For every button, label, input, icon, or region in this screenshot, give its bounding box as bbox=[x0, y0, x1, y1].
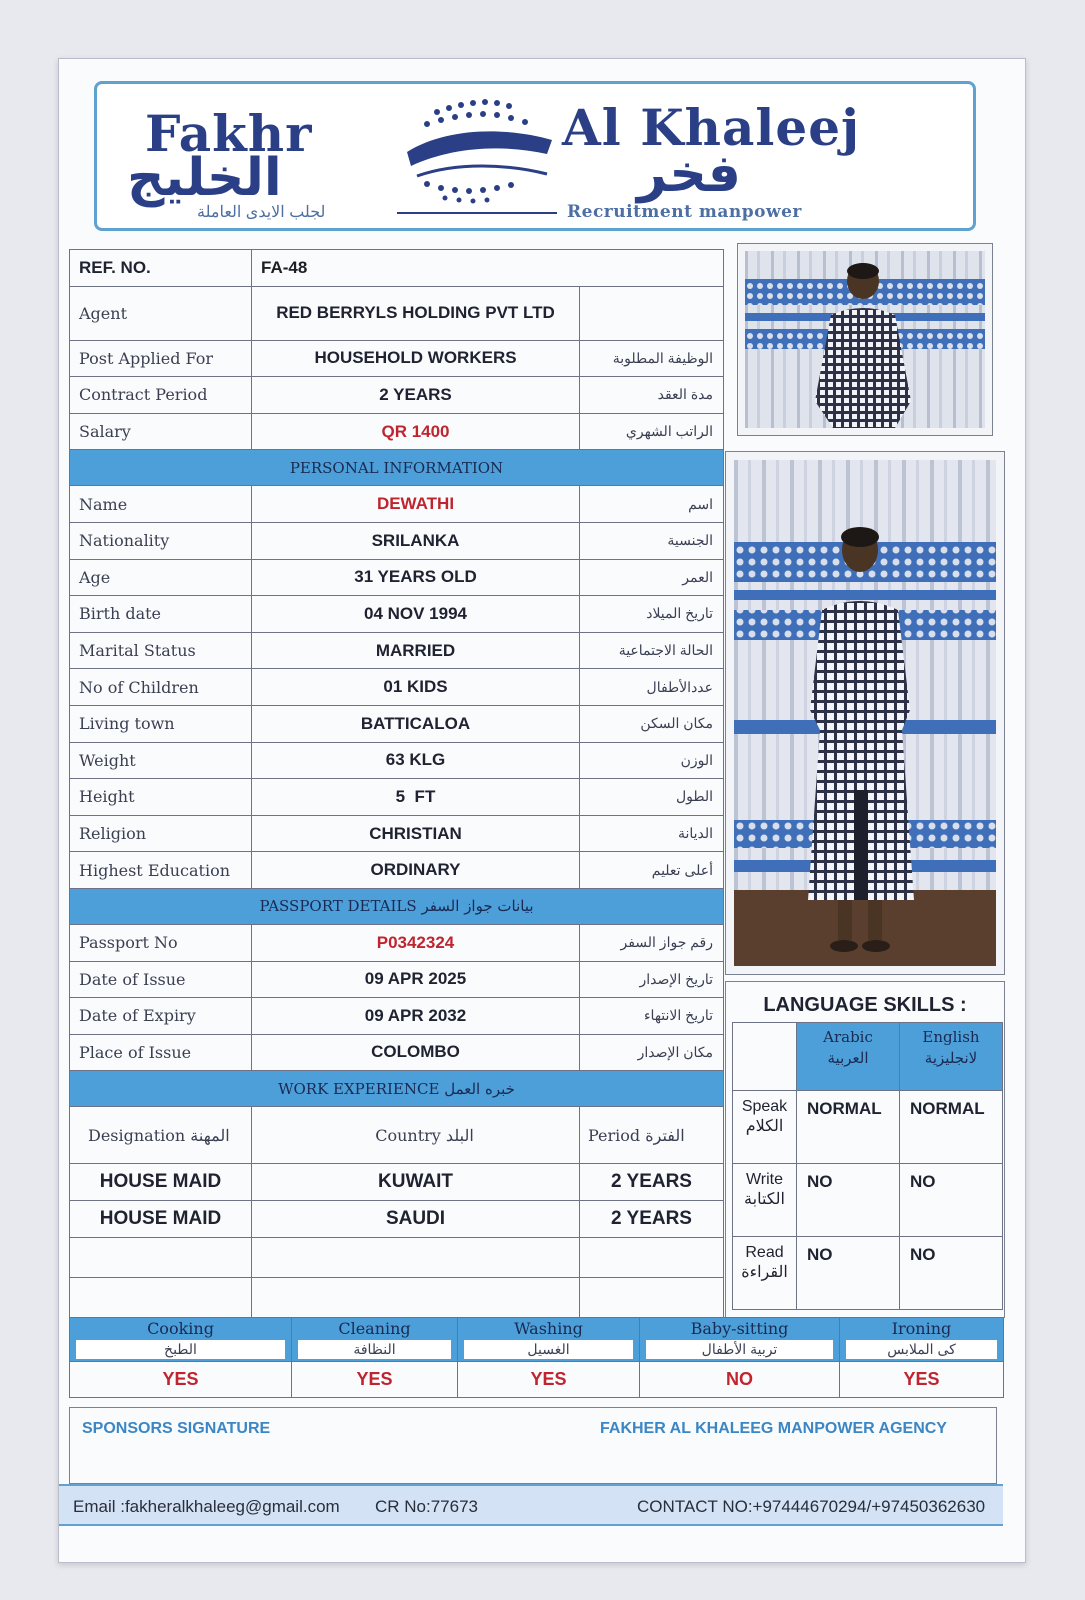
education-label: Highest Education bbox=[70, 852, 252, 889]
info-row bbox=[70, 632, 724, 669]
contract-value: 2 YEARS bbox=[252, 377, 580, 414]
weight-arabic: الوزن bbox=[580, 742, 724, 779]
brand-name-en-1: Fakhr bbox=[145, 104, 313, 163]
candidate-full-body-photo bbox=[725, 451, 1005, 975]
contract-arabic: مدة العقد bbox=[580, 377, 724, 414]
work-country: KUWAIT bbox=[252, 1164, 580, 1201]
tagline-english: Recruitment manpower bbox=[567, 202, 802, 222]
info-row bbox=[70, 413, 724, 450]
language-skills-panel bbox=[725, 981, 1005, 1318]
skill-babysitting-header: Baby-sitting تربية الأطفال bbox=[640, 1318, 840, 1362]
country-header: Country البلد bbox=[252, 1107, 580, 1164]
language-skills-table bbox=[732, 1022, 1003, 1310]
info-row bbox=[70, 1034, 724, 1071]
read-arabic-level: NO bbox=[797, 1237, 900, 1310]
section-header-passport bbox=[70, 888, 724, 924]
skills-value-row bbox=[70, 1362, 1004, 1398]
info-row bbox=[70, 924, 724, 961]
skill-washing-value: YES bbox=[458, 1362, 640, 1398]
age-value: 31 YEARS OLD bbox=[252, 559, 580, 596]
work-country: SAUDI bbox=[252, 1201, 580, 1238]
skill-cooking-header: Cooking الطبخ bbox=[70, 1318, 292, 1362]
children-arabic: عددالأطفال bbox=[580, 669, 724, 706]
brand-name-ar-1: الخليج bbox=[127, 148, 282, 208]
passport-no-label: Passport No bbox=[70, 924, 252, 961]
read-english-level: NO bbox=[900, 1237, 1003, 1310]
age-arabic: العمر bbox=[580, 559, 724, 596]
info-row bbox=[70, 779, 724, 816]
passport-no-value: P0342324 bbox=[252, 924, 580, 961]
language-header-row bbox=[733, 1023, 1003, 1091]
issue-date-label: Date of Issue bbox=[70, 961, 252, 998]
name-arabic: اسم bbox=[580, 486, 724, 523]
language-row-read bbox=[733, 1237, 1003, 1310]
info-row bbox=[70, 669, 724, 706]
arabic-column-en: Arabic bbox=[823, 1028, 873, 1046]
arabic-column-ar: العربية bbox=[827, 1049, 869, 1067]
religion-arabic: الديانة bbox=[580, 815, 724, 852]
ref-value: FA-48 bbox=[252, 250, 724, 287]
section-header-work bbox=[70, 1071, 724, 1107]
birthdate-arabic: تاريخ الميلاد bbox=[580, 596, 724, 633]
children-label: No of Children bbox=[70, 669, 252, 706]
signature-box bbox=[69, 1407, 997, 1484]
language-skills-title: LANGUAGE SKILLS : bbox=[763, 994, 967, 1016]
brand-name-ar-2: فخر bbox=[637, 144, 741, 204]
skill-ironing-value: YES bbox=[840, 1362, 1004, 1398]
info-row bbox=[70, 961, 724, 998]
language-row-speak bbox=[733, 1091, 1003, 1164]
info-row bbox=[70, 705, 724, 742]
personal-section-title: PERSONAL INFORMATION bbox=[70, 450, 724, 486]
height-label: Height bbox=[70, 779, 252, 816]
issue-date-value: 09 APR 2025 bbox=[252, 961, 580, 998]
company-logo-banner bbox=[94, 81, 976, 231]
english-column-ar: لانجليزية bbox=[924, 1049, 978, 1067]
tagline-arabic: لجلب الايدى العاملة bbox=[197, 204, 326, 221]
info-row bbox=[70, 852, 724, 889]
period-header: Period الفترة bbox=[580, 1107, 724, 1164]
candidate-portrait-photo bbox=[737, 243, 993, 436]
footer-email: Email :fakheralkhaleeg@gmail.com bbox=[73, 1497, 340, 1516]
expiry-date-arabic: تاريخ الانتهاء bbox=[580, 998, 724, 1035]
skill-babysitting-value: NO bbox=[640, 1362, 840, 1398]
info-row bbox=[70, 377, 724, 414]
nationality-arabic: الجنسية bbox=[580, 522, 724, 559]
work-designation: HOUSE MAID bbox=[70, 1201, 252, 1238]
skill-cleaning-header: Cleaning النظافة bbox=[292, 1318, 458, 1362]
speak-label: Speak الكلام bbox=[733, 1091, 797, 1164]
work-period: 2 YEARS bbox=[580, 1164, 724, 1201]
skill-washing-header: Washing الغسيل bbox=[458, 1318, 640, 1362]
skill-cooking-value: YES bbox=[70, 1362, 292, 1398]
speak-arabic-level: NORMAL bbox=[797, 1091, 900, 1164]
work-header-row bbox=[70, 1107, 724, 1164]
town-arabic: مكان السكن bbox=[580, 705, 724, 742]
education-arabic: أعلى تعليم bbox=[580, 852, 724, 889]
write-arabic-level: NO bbox=[797, 1164, 900, 1237]
full-body-image bbox=[734, 460, 996, 966]
agent-label: Agent bbox=[70, 286, 252, 340]
post-arabic: الوظيفة المطلوبة bbox=[580, 340, 724, 377]
info-row bbox=[70, 522, 724, 559]
info-row bbox=[70, 596, 724, 633]
ref-row bbox=[70, 250, 724, 287]
portrait-image bbox=[745, 251, 985, 428]
nationality-label: Nationality bbox=[70, 522, 252, 559]
speak-english-level: NORMAL bbox=[900, 1091, 1003, 1164]
write-label: Write الكتابة bbox=[733, 1164, 797, 1237]
info-row bbox=[70, 815, 724, 852]
weight-value: 63 KLG bbox=[252, 742, 580, 779]
wave-dots-logo-icon bbox=[397, 92, 557, 204]
write-english-level: NO bbox=[900, 1164, 1003, 1237]
work-row bbox=[70, 1201, 724, 1238]
passport-no-arabic: رقم جواز السفر bbox=[580, 924, 724, 961]
name-value: DEWATHI bbox=[252, 486, 580, 523]
info-row bbox=[70, 998, 724, 1035]
section-header-personal bbox=[70, 450, 724, 486]
nationality-value: SRILANKA bbox=[252, 522, 580, 559]
marital-label: Marital Status bbox=[70, 632, 252, 669]
passport-section-title: PASSPORT DETAILS بيانات جواز السفر bbox=[70, 888, 724, 924]
contract-label: Contract Period bbox=[70, 377, 252, 414]
agent-value: RED BERRYLS HOLDING PVT LTD bbox=[252, 286, 580, 340]
post-value: HOUSEHOLD WORKERS bbox=[252, 340, 580, 377]
english-column-en: English bbox=[922, 1028, 980, 1046]
work-row-empty bbox=[70, 1278, 724, 1318]
arabic-column-header bbox=[797, 1023, 900, 1091]
sponsor-signature-label: SPONSORS SIGNATURE bbox=[82, 1420, 271, 1437]
children-value: 01 KIDS bbox=[252, 669, 580, 706]
salary-label: Salary bbox=[70, 413, 252, 450]
candidate-info-table bbox=[69, 249, 724, 1318]
skills-header-row bbox=[70, 1318, 1004, 1362]
birthdate-label: Birth date bbox=[70, 596, 252, 633]
expiry-date-value: 09 APR 2032 bbox=[252, 998, 580, 1035]
info-row bbox=[70, 559, 724, 596]
logo-divider-line bbox=[397, 212, 557, 214]
language-row-write bbox=[733, 1164, 1003, 1237]
height-arabic: الطول bbox=[580, 779, 724, 816]
work-period: 2 YEARS bbox=[580, 1201, 724, 1238]
work-row bbox=[70, 1164, 724, 1201]
expiry-date-label: Date of Expiry bbox=[70, 998, 252, 1035]
skill-ironing-header: Ironing كى الملابس bbox=[840, 1318, 1004, 1362]
height-value: 5 FT bbox=[252, 779, 580, 816]
post-label: Post Applied For bbox=[70, 340, 252, 377]
info-row bbox=[70, 486, 724, 523]
footer-cr-number: CR No:77673 bbox=[375, 1497, 479, 1516]
weight-label: Weight bbox=[70, 742, 252, 779]
birthdate-value: 04 NOV 1994 bbox=[252, 596, 580, 633]
salary-value: QR 1400 bbox=[252, 413, 580, 450]
agent-arabic bbox=[580, 286, 724, 340]
ref-label: REF. NO. bbox=[70, 250, 252, 287]
cv-sheet bbox=[58, 58, 1026, 1563]
town-value: BATTICALOA bbox=[252, 705, 580, 742]
work-designation: HOUSE MAID bbox=[70, 1164, 252, 1201]
town-label: Living town bbox=[70, 705, 252, 742]
footer-contact-number: CONTACT NO:+97444670294/+97450362630 bbox=[637, 1497, 986, 1516]
issue-date-arabic: تاريخ الإصدار bbox=[580, 961, 724, 998]
work-row-empty bbox=[70, 1238, 724, 1278]
religion-value: CHRISTIAN bbox=[252, 815, 580, 852]
education-value: ORDINARY bbox=[252, 852, 580, 889]
name-label: Name bbox=[70, 486, 252, 523]
issue-place-value: COLOMBO bbox=[252, 1034, 580, 1071]
issue-place-label: Place of Issue bbox=[70, 1034, 252, 1071]
religion-label: Religion bbox=[70, 815, 252, 852]
work-section-title: WORK EXPERIENCE خبره العمل bbox=[70, 1071, 724, 1107]
info-row bbox=[70, 340, 724, 377]
skill-cleaning-value: YES bbox=[292, 1362, 458, 1398]
english-column-header bbox=[900, 1023, 1003, 1091]
agency-signature-label: FAKHER AL KHALEEG MANPOWER AGENCY bbox=[600, 1420, 947, 1437]
age-label: Age bbox=[70, 559, 252, 596]
issue-place-arabic: مكان الإصدار bbox=[580, 1034, 724, 1071]
marital-value: MARRIED bbox=[252, 632, 580, 669]
salary-arabic: الراتب الشهري bbox=[580, 413, 724, 450]
info-row bbox=[70, 286, 724, 340]
household-skills-table bbox=[69, 1317, 1004, 1398]
designation-header: Designation المهنة bbox=[70, 1107, 252, 1164]
brand-name-en-2: Al Khaleej bbox=[562, 98, 861, 157]
read-label: Read القراءة bbox=[733, 1237, 797, 1310]
contact-footer bbox=[59, 1484, 1003, 1526]
info-row bbox=[70, 742, 724, 779]
marital-arabic: الحالة الاجتماعية bbox=[580, 632, 724, 669]
